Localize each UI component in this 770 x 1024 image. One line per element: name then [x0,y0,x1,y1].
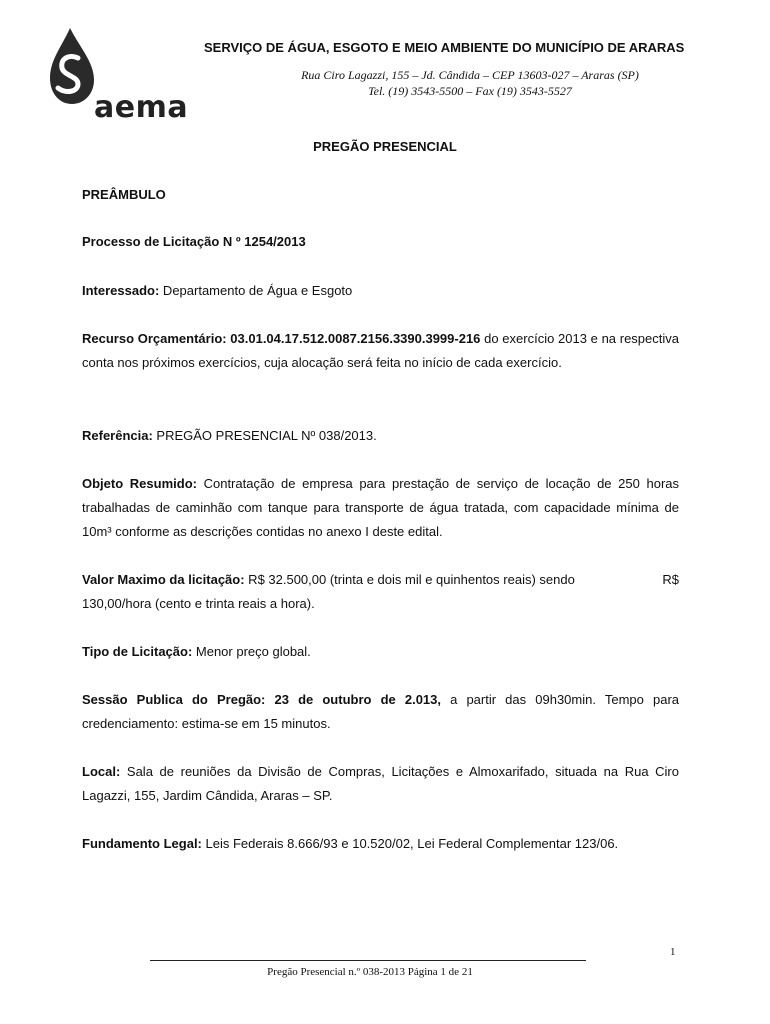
saema-logo [44,24,204,125]
referencia-label: Referência: [82,428,153,443]
referencia-section [82,424,679,448]
objeto-value: Contratação de empresa para prestação de serviço de locação de 250 horas trabalhadas de caminhão com tanque para transporte de água tratada, com capacidade mínima de 10m³ conforme as descrições contidas no anexo I deste edital. [82,476,679,539]
interessado-label: Interessado: [82,283,160,298]
sessao-value: a partir das 09h30min. Tempo para credenciamento: estima-se em 15 minutos. [82,692,679,731]
sessao-label: Sessão Publica do Pregão: 23 de outubro de 2.013, [82,692,441,707]
tipo-section [82,640,679,664]
valor-line-1 [82,568,679,592]
recurso-label: Recurso Orçamentário: 03.01.04.17.512.0087.2156.3390.3999-216 [82,331,481,346]
valor-value: R$ 32.500,00 (trinta e dois mil e quinhentos reais) sendo [244,572,575,587]
fundamento-section [82,832,679,856]
processo-section [82,230,679,254]
logo-text: aema [94,90,189,125]
footer-divider [150,960,586,961]
interessado-value: Departamento de Água e Esgoto [159,283,353,298]
referencia-value: PREGÃO PRESENCIAL Nº 038/2013. [152,428,377,443]
sessao-section [82,688,679,736]
local-label: Local: [82,764,121,779]
valor-section [82,568,679,616]
processo-label: Processo de Licitação N º 1254/2013 [82,234,306,249]
organization-name: SERVIÇO DE ÁGUA, ESGOTO E MEIO AMBIENTE DO MUNICÍPIO DE ARARAS [204,40,685,55]
interessado-section [82,279,679,303]
page-number: 1 [670,946,676,958]
footer-text: Pregão Presencial n.º 038-2013 Página 1 de 21 [267,966,473,978]
address-line: Rua Ciro Lagazzi, 155 – Jd. Cândida – CEP 13603-027 – Araras (SP) [301,68,639,82]
fundamento-label: Fundamento Legal: [82,836,202,851]
tipo-value: Menor preço global. [192,644,311,659]
valor-currency: R$ [662,572,679,587]
recurso-section [82,327,679,375]
preamble-heading [82,183,679,207]
local-value: Sala de reuniões da Divisão de Compras, Licitações e Almoxarifado, situada na Rua Ciro Lagazzi, 155, Jardim Cândida, Araras – SP. [82,764,679,803]
phone-line: Tel. (19) 3543-5500 – Fax (19) 3543-5527 [368,84,572,98]
valor-line-2: 130,00/hora (cento e trinta reais a hora). [82,596,315,611]
preamble-heading-text: PREÂMBULO [82,187,166,202]
valor-label: Valor Maximo da licitação: [82,572,245,587]
objeto-section [82,472,679,544]
recurso-value: do exercício 2013 e na respectiva conta nos próximos exercícios, cuja alocação será feita no início de cada exercício. [82,331,679,370]
document-title: PREGÃO PRESENCIAL [313,139,457,154]
objeto-label: Objeto Resumido: [82,476,197,491]
local-section [82,760,679,808]
tipo-label: Tipo de Licitação: [82,644,193,659]
fundamento-value: Leis Federais 8.666/93 e 10.520/02, Lei Federal Complementar 123/06. [201,836,619,851]
